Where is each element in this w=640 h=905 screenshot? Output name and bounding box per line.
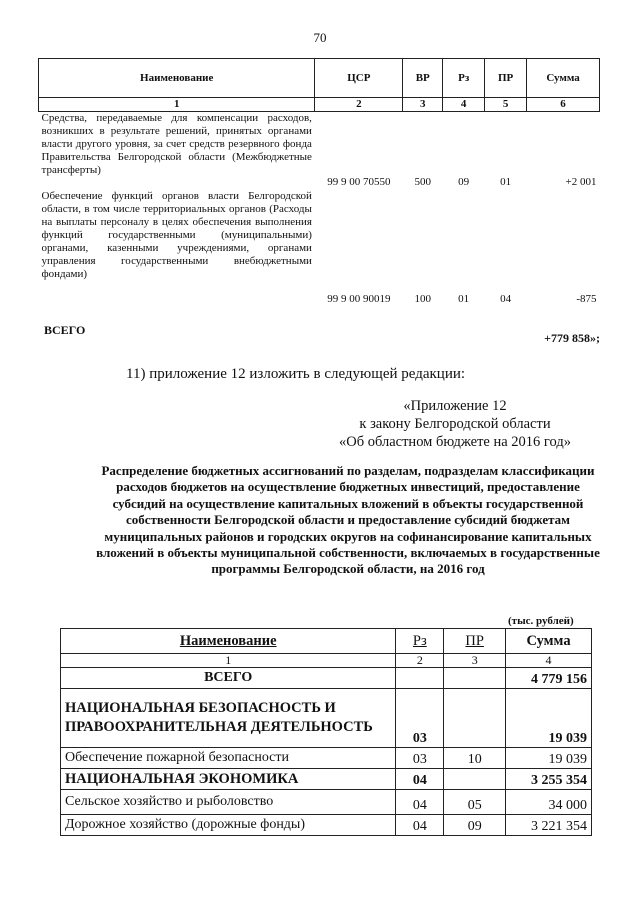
appendix-law-name: «Об областном бюджете на 2016 год» [339, 434, 571, 450]
table-row [61, 689, 592, 748]
row-vr: 500 [414, 176, 431, 188]
row-pr: 05 [444, 790, 506, 815]
column-header-rz: Рз [443, 59, 485, 98]
row-rz: 03 [396, 689, 444, 748]
row-name: НАЦИОНАЛЬНАЯ БЕЗОПАСНОСТЬ И ПРАВООХРАНИТЕЛЬНАЯ ДЕЯТЕЛЬНОСТЬ [61, 689, 396, 748]
column-index: 1 [39, 98, 315, 112]
row-rz: 09 [458, 176, 470, 188]
row-pr [444, 769, 506, 790]
column-header-name: Наименование [39, 59, 315, 98]
row-csr: 99 9 00 70550 [327, 176, 391, 188]
table-header-row [39, 59, 600, 98]
budget-changes-table [38, 58, 600, 307]
row-rz: 03 [396, 748, 444, 769]
row-name: Средства, передаваемые для компенсации расходов, возникших в результате решений, принятых органами власти другого уровня, за счет средств резервного фонда Правительства Белгородской области (Межбюджетные трансферты) [41, 112, 312, 176]
column-header-vr: ВР [403, 59, 443, 98]
row-rz: 04 [396, 769, 444, 790]
row-vr: 100 [414, 293, 431, 305]
appendix-law: к закону Белгородской области [359, 416, 551, 432]
units-label: (тыс. рублей) [508, 615, 574, 627]
column-index: 2 [315, 98, 403, 112]
column-index: 3 [444, 654, 506, 668]
column-index: 4 [506, 654, 592, 668]
column-index: 2 [396, 654, 444, 668]
row-sum: 3 221 354 [506, 815, 592, 836]
column-index-row [61, 654, 592, 668]
row-pr: 04 [500, 293, 512, 305]
row-pr: 09 [444, 815, 506, 836]
table-row [61, 790, 592, 815]
column-index: 1 [61, 654, 396, 668]
column-header-pr: ПР [444, 629, 506, 654]
row-pr: 10 [444, 748, 506, 769]
row-sum: 19 039 [506, 748, 592, 769]
row-sum: 3 255 354 [506, 769, 592, 790]
table-row [61, 815, 592, 836]
row-pr [444, 689, 506, 748]
table-header-row [61, 629, 592, 654]
table-row [39, 112, 600, 191]
row-name: Обеспечение пожарной безопасности [61, 748, 396, 769]
total-name: ВСЕГО [61, 668, 396, 689]
row-sum: 34 000 [506, 790, 592, 815]
row-sum: -875 [576, 293, 597, 305]
row-name: Дорожное хозяйство (дорожные фонды) [61, 815, 396, 836]
total-row [61, 668, 592, 689]
row-rz: 04 [396, 790, 444, 815]
row-pr: 01 [500, 176, 512, 188]
table-row [39, 190, 600, 307]
appendix-title: «Приложение 12 [403, 398, 507, 414]
column-header-sum: Сумма [506, 629, 592, 654]
row-sum: 19 039 [506, 689, 592, 748]
appendix-reference [300, 397, 610, 451]
column-header-rz: Рз [396, 629, 444, 654]
amendment-paragraph: 11) приложение 12 изложить в следующей редакции: [126, 366, 466, 382]
total-value: +779 858»; [544, 331, 600, 345]
document-heading: Распределение бюджетных ассигнований по разделам, подразделам классификации расходов бюджетов на осуществление бюджетных инвестиций, предоставление субсидий на осуществление капитальных вложений в объекты государственной собственности Белгородской области и предоставление субсидий бюджетам муниципальных районов и городских округов на софинансирование капитальных вложений в объекты муниципальной собственности, включаемых в государственные программы Белгородской области, на 2016 год [96, 463, 600, 577]
row-csr: 99 9 00 90019 [327, 293, 391, 305]
row-name: Сельское хозяйство и рыболовство [61, 790, 396, 815]
column-header-name: Наименование [61, 629, 396, 654]
row-sum: +2 001 [565, 176, 597, 188]
column-header-csr: ЦСР [315, 59, 403, 98]
column-index: 4 [443, 98, 485, 112]
investment-distribution-table [60, 628, 592, 836]
column-index-row [39, 98, 600, 112]
total-sum: 4 779 156 [506, 668, 592, 689]
row-name: Обеспечение функций органов власти Белгородской области, в том числе территориальных органов (Расходы на выплаты персоналу в целях обеспечения выполнения функций государственными (муниципальными) органами, казенными учреждениями, органами управления государственными внебюджетными фондами) [41, 190, 312, 280]
page-number: 70 [313, 30, 327, 45]
table-row [61, 769, 592, 790]
column-index: 6 [527, 98, 600, 112]
total-label: ВСЕГО [44, 323, 86, 337]
row-rz: 01 [458, 293, 470, 305]
table-row [61, 748, 592, 769]
column-index: 5 [485, 98, 527, 112]
column-header-sum: Сумма [527, 59, 600, 98]
row-name: НАЦИОНАЛЬНАЯ ЭКОНОМИКА [61, 769, 396, 790]
column-index: 3 [403, 98, 443, 112]
row-rz: 04 [396, 815, 444, 836]
column-header-pr: ПР [485, 59, 527, 98]
